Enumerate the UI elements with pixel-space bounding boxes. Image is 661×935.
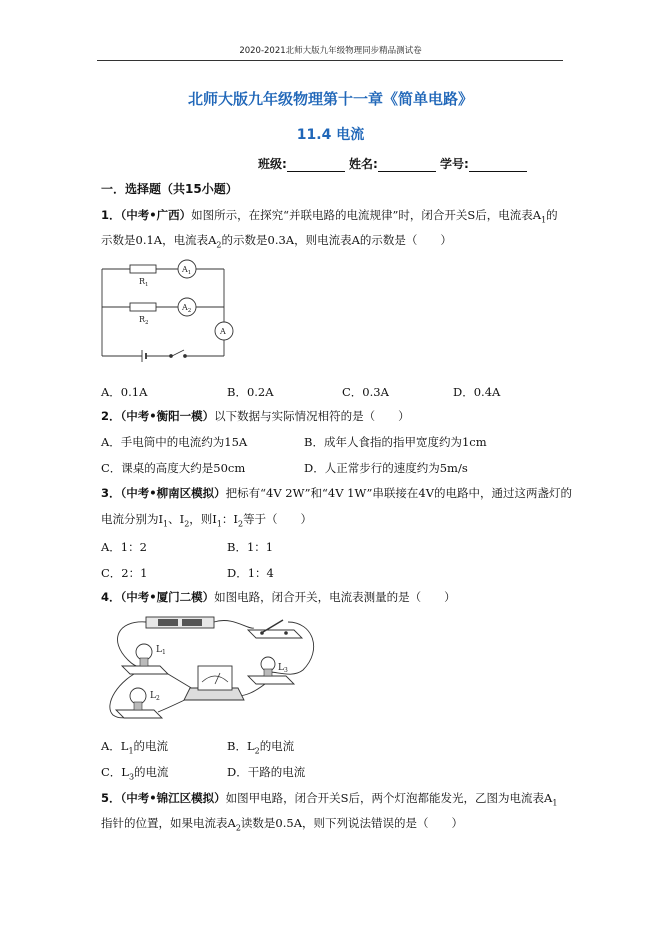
q2-option-c[interactable]: C．课桌的高度大约是50cm xyxy=(101,461,246,475)
q1-option-d[interactable]: D．0.4A xyxy=(453,385,501,399)
q3-line1 xyxy=(101,486,572,500)
q1-option-b[interactable]: B．0.2A xyxy=(227,385,274,399)
q3-sub-2b: 2 xyxy=(237,519,244,529)
id-label: 学号: xyxy=(440,157,469,171)
q5-number: 5． xyxy=(101,791,121,805)
r2-label: $R_2$ xyxy=(139,315,149,326)
q3-stem-2e: 等于（ ） xyxy=(243,512,313,526)
page-title: 北师大版九年级物理第十一章《简单电路》 xyxy=(187,90,473,108)
l2-label: $L_2$ xyxy=(150,691,160,702)
ammeter-a-label: A xyxy=(220,327,226,336)
q5-sub-a1: 1 xyxy=(552,798,558,808)
q1-number: 1． xyxy=(101,208,121,222)
q1-stem-1: 如图所示，在探究“并联电路的电流规律”时，闭合开关S后，电流表A xyxy=(191,208,542,222)
running-header: 2020-2021北师大版九年级物理同步精品测试卷 xyxy=(239,46,422,56)
q3-stem-2c: ，则I xyxy=(189,512,217,526)
q4-line1 xyxy=(101,590,456,604)
q1-line1 xyxy=(101,208,558,227)
q4-circuit-picture xyxy=(98,610,328,728)
q1-line2 xyxy=(101,233,452,252)
header-rule xyxy=(97,60,563,61)
q5-stem-2b: 读数是0.5A，则下列说法错误的是（ ） xyxy=(240,816,463,830)
q1-stem-1-end: 的 xyxy=(546,208,558,222)
q5-source: （中考•锦江区模拟） xyxy=(120,791,226,805)
l1-label: $L_1$ xyxy=(156,645,166,656)
q2-source: （中考•衡阳一模） xyxy=(120,409,215,423)
id-blank[interactable] xyxy=(469,159,527,172)
l3-label: $L_3$ xyxy=(278,663,288,674)
q1-sub-a2: 2 xyxy=(216,240,222,250)
q4-source: （中考•厦门二模） xyxy=(120,590,215,604)
q2-number: 2． xyxy=(101,409,121,423)
class-label: 班级: xyxy=(258,157,287,171)
q1-option-c[interactable]: C．0.3A xyxy=(342,385,389,399)
q4-number: 4． xyxy=(101,590,121,604)
q3-line2 xyxy=(101,512,312,531)
class-blank[interactable] xyxy=(287,159,345,172)
q1-option-a[interactable]: A．0.1A xyxy=(101,385,148,399)
q3-sub-1b: 1 xyxy=(216,519,222,529)
q1-stem-2a: 示数是0.1A，电流表A xyxy=(101,233,217,247)
q3-option-c[interactable]: C．2：1 xyxy=(101,566,148,580)
q3-number: 3． xyxy=(101,486,121,500)
q4-option-a[interactable]: A．$L_1$的电流 xyxy=(101,739,169,756)
name-blank[interactable] xyxy=(378,159,436,172)
q1-stem-2b: 的示数是0.3A，则电流表A的示数是（ ） xyxy=(221,233,452,247)
q4-option-c[interactable]: C．$L_3$的电流 xyxy=(101,765,169,782)
ammeter-a1-label: $A_1$ xyxy=(182,265,192,276)
ammeter-a2-label: $A_2$ xyxy=(182,303,192,314)
name-label: 姓名: xyxy=(349,157,378,171)
q2-line1 xyxy=(101,409,410,423)
q1-circuit-diagram xyxy=(98,256,238,362)
q2-option-b[interactable]: B．成年人食指的指甲宽度约为1cm xyxy=(304,435,487,449)
battery-box xyxy=(146,617,214,628)
q3-stem-2a: 电流分别为I xyxy=(101,512,164,526)
q3-stem-2b: 、I xyxy=(168,512,185,526)
q2-option-d[interactable]: D．人正常步行的速度约为5m/s xyxy=(304,461,468,475)
ammeter xyxy=(184,666,244,700)
q4-stem: 如图电路，闭合开关，电流表测量的是（ ） xyxy=(214,590,456,604)
q3-option-b[interactable]: B．1：1 xyxy=(227,540,274,554)
q2-option-a[interactable]: A．手电筒中的电流约为15A xyxy=(101,435,248,449)
q5-stem-1: 如图甲电路，闭合开关S后，两个灯泡都能发光，乙图为电流表A xyxy=(225,791,553,805)
q4-option-d[interactable]: D．干路的电流 xyxy=(227,765,306,779)
q5-line1 xyxy=(101,791,557,810)
q3-option-a[interactable]: A．1：2 xyxy=(101,540,147,554)
section-heading: 一．选择题（共15小题） xyxy=(101,182,238,196)
q3-stem-1: 把标有“4V 2W”和“4V 1W”串联接在4V的电路中，通过这两盏灯的 xyxy=(225,486,573,500)
q3-sub-1a: 1 xyxy=(163,519,169,529)
q1-source: （中考•广西） xyxy=(120,208,192,222)
q5-stem-2a: 指针的位置，如果电流表A xyxy=(101,816,236,830)
q4-option-b[interactable]: B．$L_2$的电流 xyxy=(227,739,295,756)
q2-stem: 以下数据与实际情况相符的是（ ） xyxy=(214,409,410,423)
q3-source: （中考•柳南区模拟） xyxy=(120,486,226,500)
student-info-row xyxy=(258,155,527,172)
q5-line2 xyxy=(101,816,463,835)
q3-sub-2a: 2 xyxy=(184,519,190,529)
q5-sub-a2: 2 xyxy=(235,823,241,833)
r1-label: $R_1$ xyxy=(139,277,149,288)
q3-option-d[interactable]: D．1：4 xyxy=(227,566,274,580)
section-title: 11.4 电流 xyxy=(296,127,365,143)
q3-stem-2d: ：I xyxy=(221,512,238,526)
q1-sub-a1: 1 xyxy=(541,215,547,225)
